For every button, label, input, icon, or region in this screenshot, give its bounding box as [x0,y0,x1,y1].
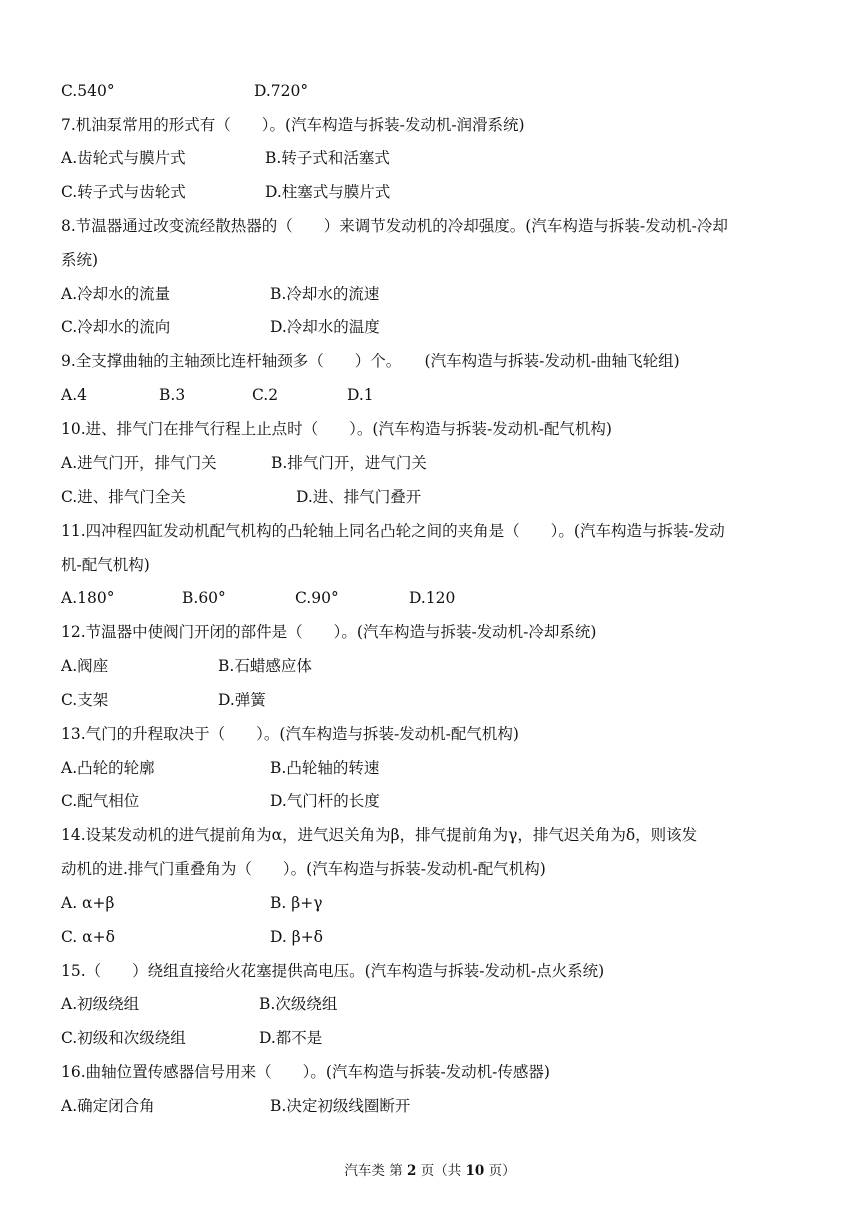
option-b: B. β+γ [270,894,323,912]
option-d: D.720° [254,82,309,100]
question-13: 13.气门的升程取决于（ ）。(汽车构造与拆装-发动机-配气机构) [61,725,519,743]
option-a: A.进气门开，排气门关 [61,454,217,472]
footer-suffix: 页） [488,1163,516,1179]
option-c: C.进、排气门全关 [61,488,186,506]
question-14-cont: 动机的进.排气门重叠角为（ ）。(汽车构造与拆装-发动机-配气机构) [61,860,546,878]
option-d: D.弹簧 [218,691,266,709]
question-12: 12.节温器中使阀门开闭的部件是（ ）。(汽车构造与拆装-发动机-冷却系统) [61,623,597,641]
option-b: B.排气门开，进气门关 [271,454,427,472]
question-9: 9.全支撑曲轴的主轴颈比连杆轴颈多（ ）个。 (汽车构造与拆装-发动机-曲轴飞轮组) [61,352,680,370]
question-11: 11.四冲程四缸发动机配气机构的凸轮轴上同名凸轮之间的夹角是（ ）。(汽车构造与拆装-发动 [61,522,725,540]
question-8-cont: 系统) [61,251,99,269]
footer-prefix: 汽车类 第 [344,1163,403,1179]
option-d: D.1 [347,386,374,404]
footer-page-number: 2 [407,1163,417,1179]
question-11-cont: 机-配气机构) [61,556,150,574]
option-a: A. α+β [61,894,115,912]
question-16: 16.曲轴位置传感器信号用来（ ）。(汽车构造与拆装-发动机-传感器) [61,1063,550,1081]
option-c: C.转子式与齿轮式 [61,183,186,201]
option-c: C.540° [61,82,115,100]
option-c: C. α+δ [61,928,115,946]
question-10: 10.进、排气门在排气行程上止点时（ ）。(汽车构造与拆装-发动机-配气机构) [61,420,612,438]
option-b: B.次级绕组 [259,995,338,1013]
option-d: D.120 [409,589,456,607]
option-d: D.进、排气门叠开 [296,488,422,506]
page-footer [0,1162,860,1180]
option-c: C.90° [295,589,339,607]
option-b: B.凸轮轴的转速 [270,759,380,777]
option-a: A.4 [61,386,87,404]
option-b: B.决定初级线圈断开 [270,1097,411,1115]
option-a: A.冷却水的流量 [61,285,171,303]
option-a: A.确定闭合角 [61,1097,155,1115]
question-7: 7.机油泵常用的形式有（ ）。(汽车构造与拆装-发动机-润滑系统) [61,116,525,134]
option-d: D.都不是 [259,1029,323,1047]
option-b: B.石蜡感应体 [218,657,312,675]
option-c: C.冷却水的流向 [61,318,171,336]
option-a: A.180° [61,589,115,607]
option-b: B.3 [159,386,186,404]
option-c: C.初级和次级绕组 [61,1029,186,1047]
option-d: D.柱塞式与膜片式 [265,183,391,201]
option-d: D.冷却水的温度 [270,318,380,336]
option-d: D.气门杆的长度 [270,792,380,810]
question-14: 14.设某发动机的进气提前角为α，进气迟关角为β，排气提前角为γ，排气迟关角为δ，则该发 [61,826,698,844]
option-b: B.60° [182,589,226,607]
option-b: B.冷却水的流速 [270,285,380,303]
option-b: B.转子式和活塞式 [265,149,390,167]
option-a: A.初级绕组 [61,995,140,1013]
option-a: A.齿轮式与膜片式 [61,149,186,167]
option-a: A.阀座 [61,657,109,675]
question-8: 8.节温器通过改变流经散热器的（ ）来调节发动机的冷却强度。(汽车构造与拆装-发动机-冷却 [61,217,728,235]
option-c: C.支架 [61,691,109,709]
option-a: A.凸轮的轮廓 [61,759,155,777]
option-d: D. β+δ [270,928,324,946]
option-c: C.配气相位 [61,792,140,810]
footer-total-pages: 10 [465,1163,485,1179]
question-15: 15.（ ）绕组直接给火花塞提供高电压。(汽车构造与拆装-发动机-点火系统) [61,962,605,980]
footer-middle: 页（共 [420,1163,462,1179]
option-c: C.2 [252,386,279,404]
